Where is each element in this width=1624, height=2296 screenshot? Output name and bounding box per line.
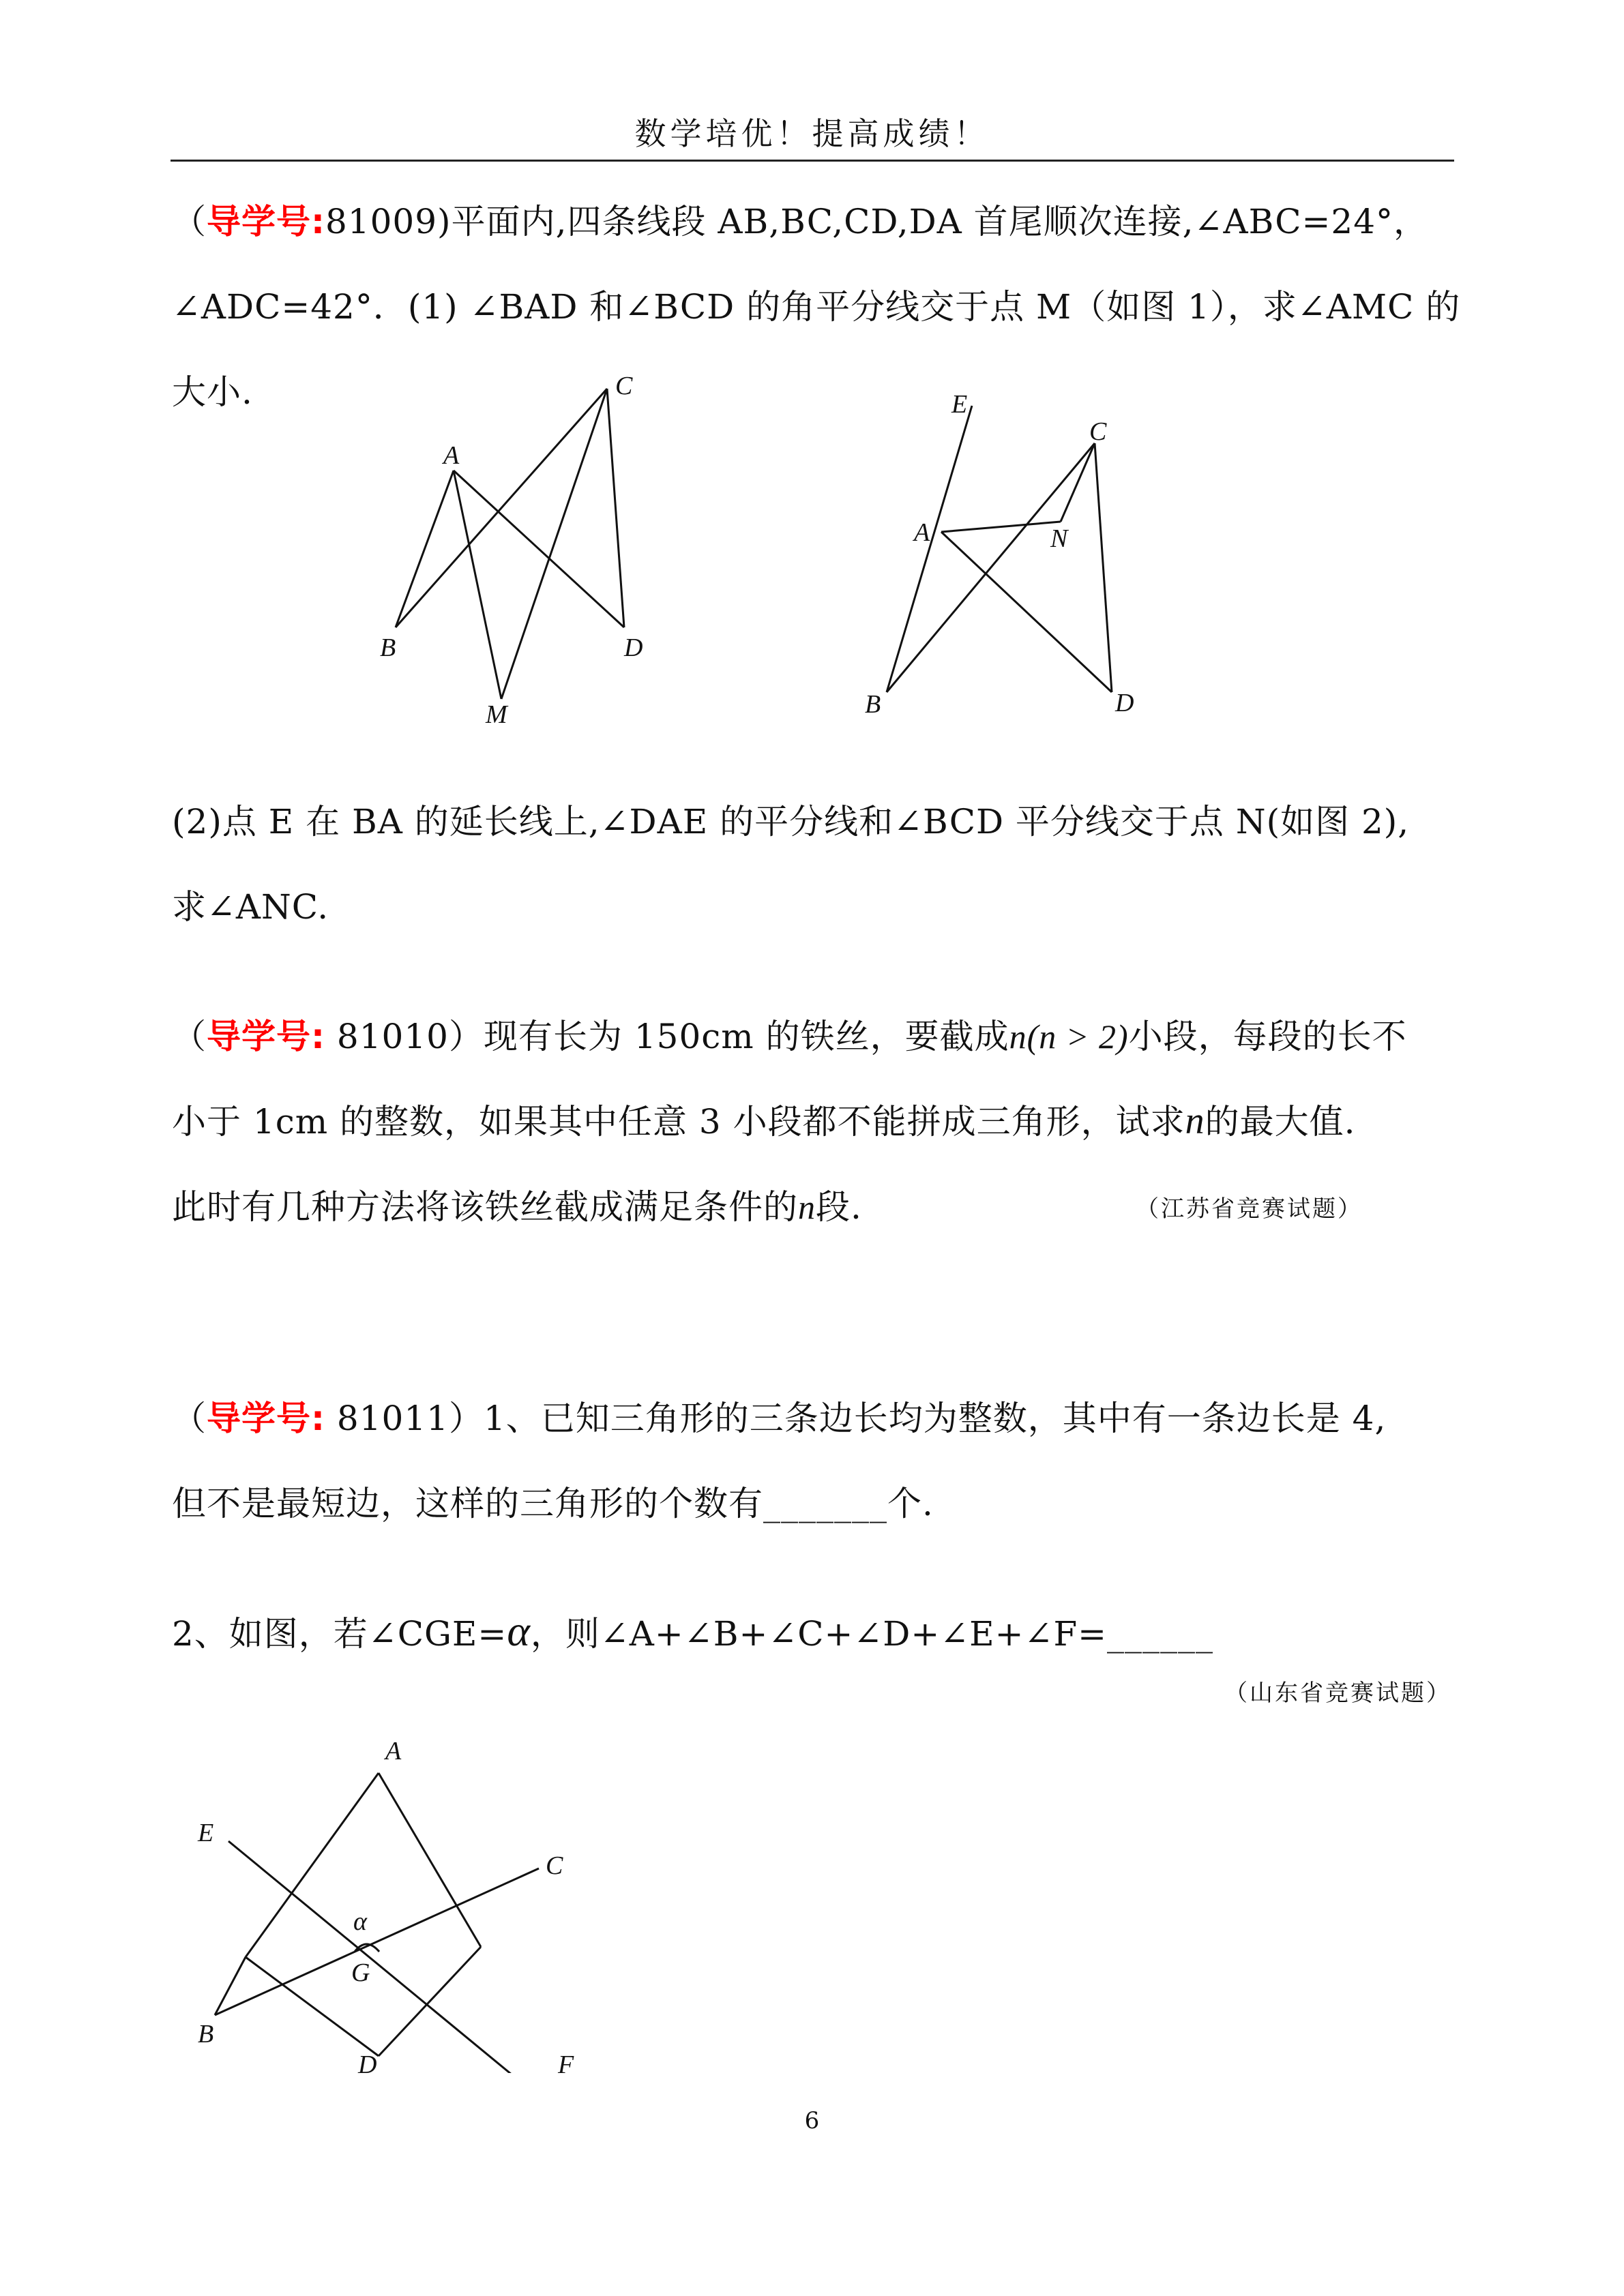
fig1-segment-BC xyxy=(396,389,607,627)
fig1-segment-AM xyxy=(454,471,501,699)
fig2-segment-CD xyxy=(1095,443,1112,692)
problem3-q2-text-b: ，则∠A+∠B+∠C+∠D+∠E+∠F=______ xyxy=(530,1614,1214,1654)
problem2-source: （江苏省竞赛试题） xyxy=(1136,1195,1363,1223)
fig1-label-M: M xyxy=(486,700,507,729)
problem3-q2 xyxy=(172,1606,1213,1656)
fig2-segment-NC xyxy=(1061,443,1095,522)
star-label-F: F xyxy=(558,2051,574,2073)
problem1-line5: 求∠ANC. xyxy=(172,887,329,927)
star-line-BC xyxy=(215,1868,539,2015)
problem1-line1: （导学号:81009)平面内,四条线段 AB,BC,CD,DA 首尾顺次连接,∠ABC=24°， xyxy=(172,202,1429,241)
problem2-line2-text-a: 小于 1cm 的整数，如果其中任意 3 小段都不能拼成三角形，试求 xyxy=(172,1102,1185,1142)
header-divider xyxy=(171,160,1454,162)
problem1-tag: 导学号: xyxy=(207,202,325,241)
problem3-alpha: α xyxy=(507,1607,531,1655)
star-label-C: C xyxy=(546,1851,563,1880)
problem3-line2: 但不是最短边，这样的三角形的个数有_______个. xyxy=(172,1484,934,1523)
problem2-math-n-gt-2: n(n > 2) xyxy=(1009,1017,1129,1056)
problem2-line2 xyxy=(172,1094,1356,1144)
fig1-label-B: B xyxy=(380,633,396,662)
problem3-line1: （导学号: 81011）1、已知三角形的三条边长均为整数，其中有一条边长是 4, xyxy=(172,1399,1387,1438)
problem3-line1-text: 81011）1、已知三角形的三条边长均为整数，其中有一条边长是 4, xyxy=(325,1399,1387,1438)
problem1-line3: 大小. xyxy=(172,372,253,412)
problem2-line3-text-a: 此时有几种方法将该铁丝截成满足条件的 xyxy=(172,1187,798,1227)
fig2-label-E: E xyxy=(951,390,968,419)
fig1-segment-AB xyxy=(396,471,454,627)
star-label-D: D xyxy=(358,2051,377,2073)
fig2-label-C: C xyxy=(1089,417,1107,446)
star-line-EF xyxy=(228,1841,539,2073)
figure-star xyxy=(184,1718,607,2073)
page-header-title: 数学培优！提高成绩！ xyxy=(634,115,990,152)
problem3-tag: 导学号: xyxy=(207,1399,325,1438)
fig2-segment-BC xyxy=(887,443,1095,692)
star-line-D-right xyxy=(379,1947,481,2056)
fig2-label-N: N xyxy=(1050,524,1068,553)
fig1-label-A: A xyxy=(443,441,460,470)
fig2-label-B: B xyxy=(865,690,881,719)
star-label-alpha: α xyxy=(353,1907,367,1936)
fig2-label-A: A xyxy=(914,518,930,547)
fig1-segment-DA xyxy=(454,471,624,627)
star-line-B xyxy=(215,1957,246,2015)
problem2-line3-text-b: 段. xyxy=(816,1187,862,1227)
fig2-segment-AN xyxy=(941,522,1061,532)
problem2-tag: 导学号: xyxy=(207,1017,325,1056)
problem3-source: （山东省竞赛试题） xyxy=(1224,1680,1451,1707)
star-label-A: A xyxy=(385,1737,402,1765)
star-label-E: E xyxy=(198,1819,214,1847)
page-number: 6 xyxy=(804,2107,820,2134)
problem1-line1-text: 81009)平面内,四条线段 AB,BC,CD,DA 首尾顺次连接,∠ABC=24°， xyxy=(325,202,1429,241)
fig1-label-D: D xyxy=(624,633,643,662)
problem2-line3 xyxy=(172,1180,862,1229)
problem3-q2-text-a: 2、如图，若∠CGE= xyxy=(172,1614,507,1654)
fig1-segment-CM xyxy=(501,389,607,699)
figure-2 xyxy=(853,382,1153,723)
fig2-label-D: D xyxy=(1115,689,1134,717)
figure-1 xyxy=(355,355,709,736)
problem2-line1-text-b: 小段，每段的长不 xyxy=(1128,1017,1407,1056)
star-label-B: B xyxy=(198,2020,214,2048)
fig1-label-C: C xyxy=(615,372,633,400)
problem2-math-n: n xyxy=(1185,1100,1205,1142)
problem2-line1-text-a: 81010）现有长为 150cm 的铁丝，要截成 xyxy=(325,1017,1009,1056)
fig1-segment-CD xyxy=(607,389,624,627)
problem2-math-n-2: n xyxy=(798,1188,816,1226)
problem1-line2: ∠ADC=42°．(1) ∠BAD 和∠BCD 的角平分线交于点 M（如图 1），求∠AMC 的 xyxy=(172,287,1461,327)
problem1-line4: (2)点 E 在 BA 的延长线上,∠DAE 的平分线和∠BCD 平分线交于点 N(如图 2), xyxy=(172,802,1410,841)
star-line-AD-right xyxy=(379,1773,481,1947)
problem2-line2-text-b: 的最大值. xyxy=(1205,1102,1356,1142)
problem2-line1: （导学号: 81010）现有长为 150cm 的铁丝，要截成n(n > 2)小段，每段的长不 xyxy=(172,1017,1407,1056)
fig2-segment-DA xyxy=(941,532,1112,692)
star-label-G: G xyxy=(351,1958,370,1987)
